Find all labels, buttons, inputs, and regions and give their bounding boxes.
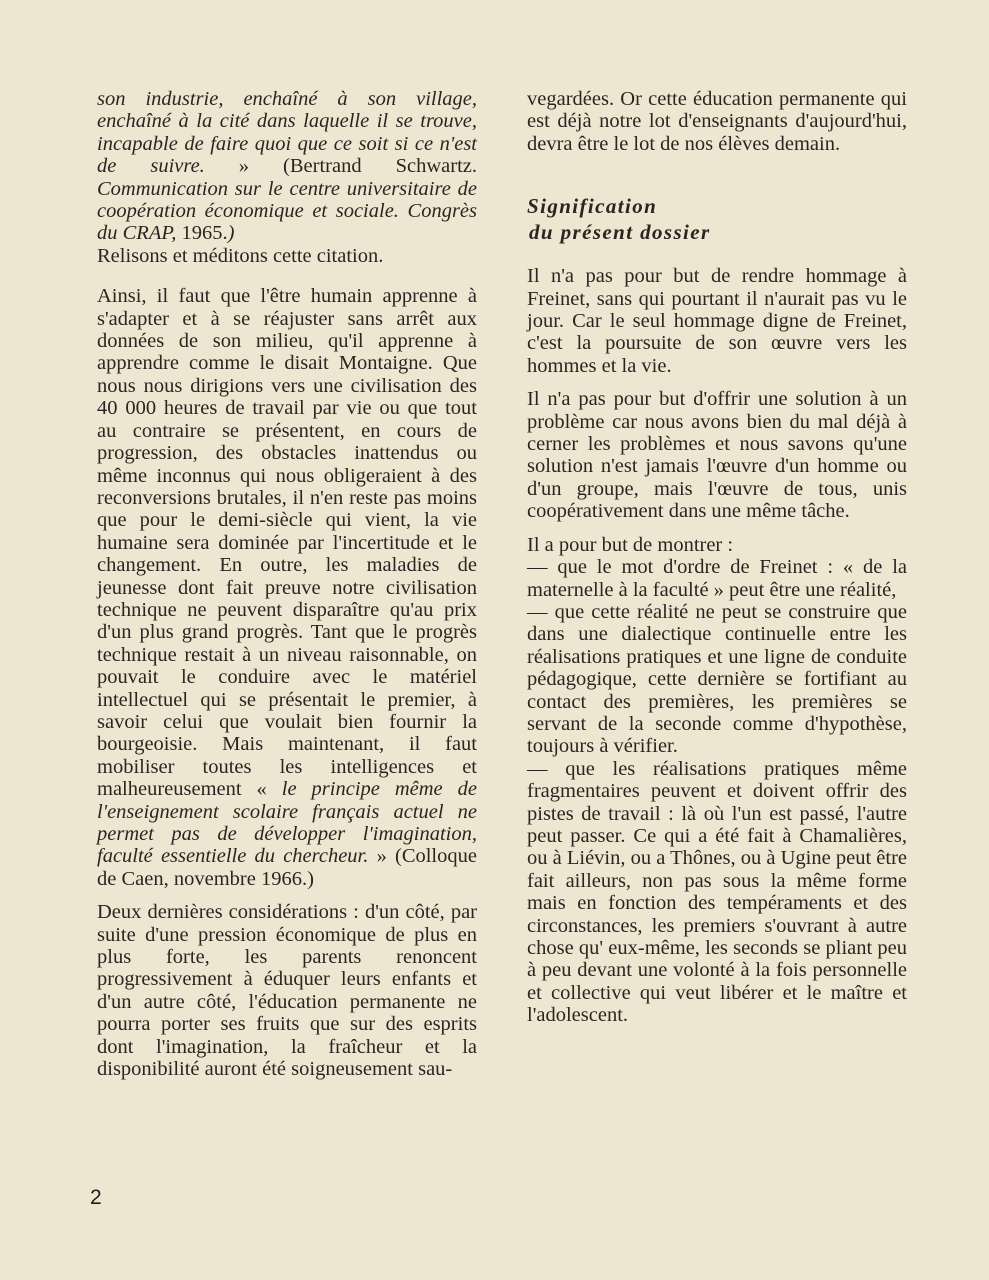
quote-italic-text: le principe même de l'enseignement scolaire français actuel ne permet pas de développer l'imagination, faculté essentielle du chercheur.	[97, 778, 477, 868]
section-heading-line-2: du présent dossier	[529, 220, 711, 245]
section-heading	[527, 193, 907, 245]
citation-author: » (Bertrand Schwartz.	[204, 155, 477, 178]
citation-close: )	[227, 222, 235, 245]
citation-italic-text: son industrie, enchaîné à son village, enchaîné à la cité dans laquelle il se trouve, incapable de faire quoi que ce soit si ce n'est de suivre.	[97, 88, 477, 178]
list-item-maternelle: — que le mot d'ordre de Freinet : « de la maternelle à la faculté » peut être une réalité,	[527, 556, 907, 601]
citation-comment: Relisons et méditons cette citation.	[97, 244, 384, 267]
body-paragraph-considerations: Deux dernières considérations : d'un côté, par suite d'une pression économique de plus en plus forte, les parents renoncent progressivement à éduquer leurs enfants et d'un autre côté, l'éducation permanente ne pourra porter ses fruits que sur des esprits dont l'imagination, la fraîcheur et la disponibilité auront été soigneusement sau-	[97, 901, 477, 1081]
section-heading-line-1: Signification	[527, 194, 658, 219]
body-paragraph-continuation: vegardées. Or cette éducation permanente qui est déjà notre lot d'enseignants d'aujourd'hui, devra être le lot de nos élèves demain.	[527, 88, 907, 155]
body-paragraph-hommage: Il n'a pas pour but de rendre hommage à Freinet, sans qui pourtant il n'aurait pas vu le jour. Car le seul hommage digne de Freinet, c'est la poursuite de son œuvre vers les hommes et la vie.	[527, 265, 907, 377]
citation-paragraph	[97, 88, 477, 267]
right-column	[527, 88, 907, 1027]
quote-source: » (Colloque de Caen, novembre 1966.)	[97, 845, 477, 890]
citation-year: 1965.	[176, 222, 228, 245]
list-item-dialectique: — que cette réalité ne peut se construire que dans une dialectique continuelle entre les réalisations pratiques et une ligne de conduite pédagogique, cette dernière se fortifiant au contact des premières, les premières se servant de la seconde comme d'hypothèse, toujours à vérifier.	[527, 600, 907, 758]
body-paragraph-ainsi	[97, 285, 477, 890]
list-item-realisations: — que les réalisations pratiques même fragmentaires peuvent et doivent offrir des pistes de travail : là où l'un est passé, l'autre peut passer. Ce qui a été fait à Chamalières, ou à Liévin, ou a Thônes, ou à Ugine peut être fait ailleurs, non pas sous la même forme mais en fonction des tempéraments et des circonstances, les premiers s'ouvrant à autre chose qu' eux-même, les seconds se pliant peu à peu devant une volonté à la fois personnelle et collective qui veut libérer et le maître et l'adolescent.	[527, 757, 907, 1027]
body-paragraph-solution: Il n'a pas pour but d'offrir une solution à un problème car nous avons bien du mal déjà à cerner les problèmes et nous savons qu'une solution n'est jamais l'œuvre d'un homme ou d'un groupe, mais l'œuvre de tous, unis coopérativement dans une même tâche.	[527, 388, 907, 523]
left-column	[97, 88, 477, 1091]
paragraph-text: Ainsi, il faut que l'être humain apprenne à s'adapter et à se réajuster sans arrêt aux données de son milieu, qu'il apprenne à apprendre comme le disait Montaigne. Que nous nous dirigions vers une civilisation des 40 000 heures de travail par vie ou que tout au contraire se présentent, en cours de progression, des obstacles inattendus ou même inconnus qui nous obligeraient à des reconversions brutales, il n'en reste pas moins que pour le demi-siècle qui vient, la vie humaine sera dominée par l'incertitude et le changement. En outre, les maladies de jeunesse dont fait preuve notre civilisation technique ne peuvent disparaître qu'au prix d'un plus grand progrès. Tant que le progrès technique restait à un niveau raisonnable, on pouvait le conduire avec le matériel intellectuel qui se présentait le premier, à savoir celui que voulait bien fournir la bourgeoisie. Mais maintenant, il faut mobiliser toutes les intelligences et malheureusement «	[97, 285, 477, 801]
page-number: 2	[90, 1186, 102, 1209]
citation-source: Communication sur le centre universitaire de coopération économique et sociale. Congrès du CRAP,	[97, 177, 477, 245]
body-paragraph-intro: Il a pour but de montrer :	[527, 533, 734, 556]
